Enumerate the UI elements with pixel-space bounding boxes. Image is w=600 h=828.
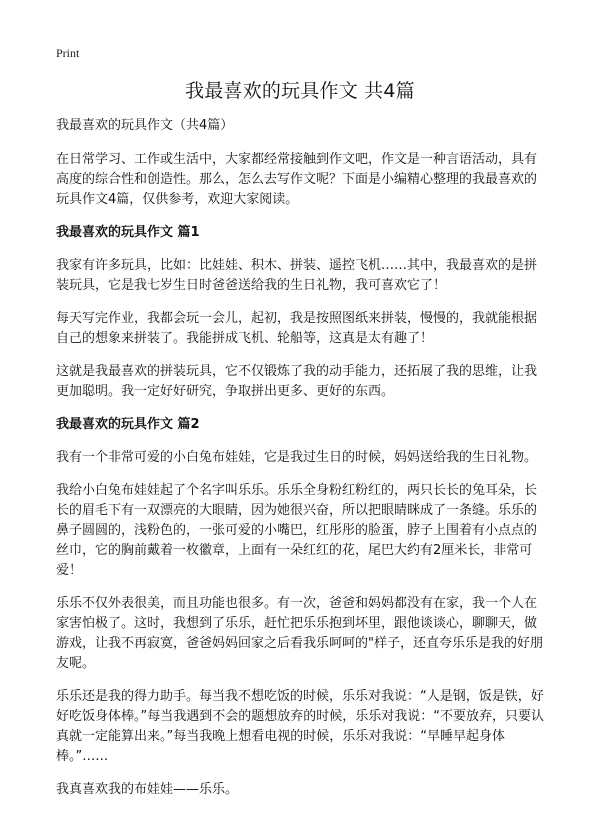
section-2-paragraph-3: 乐乐不仅外表很美，而且功能也很多。有一次，爸爸和妈妈都没有在家，我一个人在家害怕极了。这时，我想到了乐乐，赶忙把乐乐抱到坏里，跟他谈谈心，聊聊天，做游戏，让我不再寂寞，爸爸妈妈回家之后看我乐呵呵的"样子，还直夸乐乐是我的好朋友呢。 [56, 596, 543, 671]
section-2-paragraph-4: 乐乐还是我的得力助手。每当我不想吃饭的时候，乐乐对我说：“人是钢，饭是铁，好好吃饭身体棒。”每当我遇到不会的题想放弃的时候，乐乐对我说：“不要放弃，只要认真就一定能算出来。”每当我晚上想看电视的时候，乐乐对我说：“早睡早起身体棒。”…… [56, 689, 544, 764]
article-subtitle: 我最喜欢的玩具作文（共4篇） [56, 118, 234, 133]
page-title: 我最喜欢的玩具作文 共4篇 [185, 80, 415, 102]
section-heading-1: 我最喜欢的玩具作文 篇1 [56, 225, 200, 240]
section-2-paragraph-2: 我给小白兔布娃娃起了个名字叫乐乐。乐乐全身粉红粉红的，两只长长的兔耳朵，长长的眉毛下有一双漂亮的大眼睛，因为她很兴奋，所以把眼睛眯成了一条缝。乐乐的鼻子圆圆的，浅粉色的，一张可爱的小嘴巴，红彤彤的脸蛋，脖子上围着有小点点的丝巾，它的胸前戴着一枚徽章，上面有一朵红红的花，尾巴大约有2厘米长，非常可爱！ [56, 483, 538, 578]
section-2-paragraph-5: 我真喜欢我的布娃娃——乐乐。 [56, 782, 239, 797]
print-label[interactable]: Print [56, 46, 80, 60]
article-body [56, 116, 548, 813]
section-1-paragraph-1: 我家有许多玩具，比如：比娃娃、积木、拼装、遥控飞机……其中，我最喜欢的是拼装玩具，它是我七岁生日时爸爸送给我的生日礼物，我可喜欢它了！ [56, 258, 538, 293]
section-2-paragraph-1: 我有一个非常可爱的小白兔布娃娃，它是我过生日的时候，妈妈送给我的生日礼物。 [56, 450, 538, 465]
intro-paragraph: 在日常学习、工作或生活中，大家都经常接触到作文吧，作文是一种言语活动，具有高度的综合性和创造性。那么，怎么去写作文呢？下面是小编精心整理的我最喜欢的玩具作文4篇，仅供参考，欢迎大家阅读。 [56, 152, 538, 207]
section-heading-2: 我最喜欢的玩具作文 篇2 [56, 417, 200, 432]
section-1-paragraph-2: 每天写完作业，我都会玩一会儿，起初，我是按照图纸来拼装，慢慢的，我就能根据自己的想象来拼装了。我能拼成飞机、轮船等，这真是太有趣了！ [56, 311, 538, 346]
section-1-paragraph-3: 这就是我最喜欢的拼装玩具，它不仅锻炼了我的动手能力，还拓展了我的思维，让我更加聪明。我一定好好研究，争取拼出更多、更好的东西。 [56, 364, 538, 399]
